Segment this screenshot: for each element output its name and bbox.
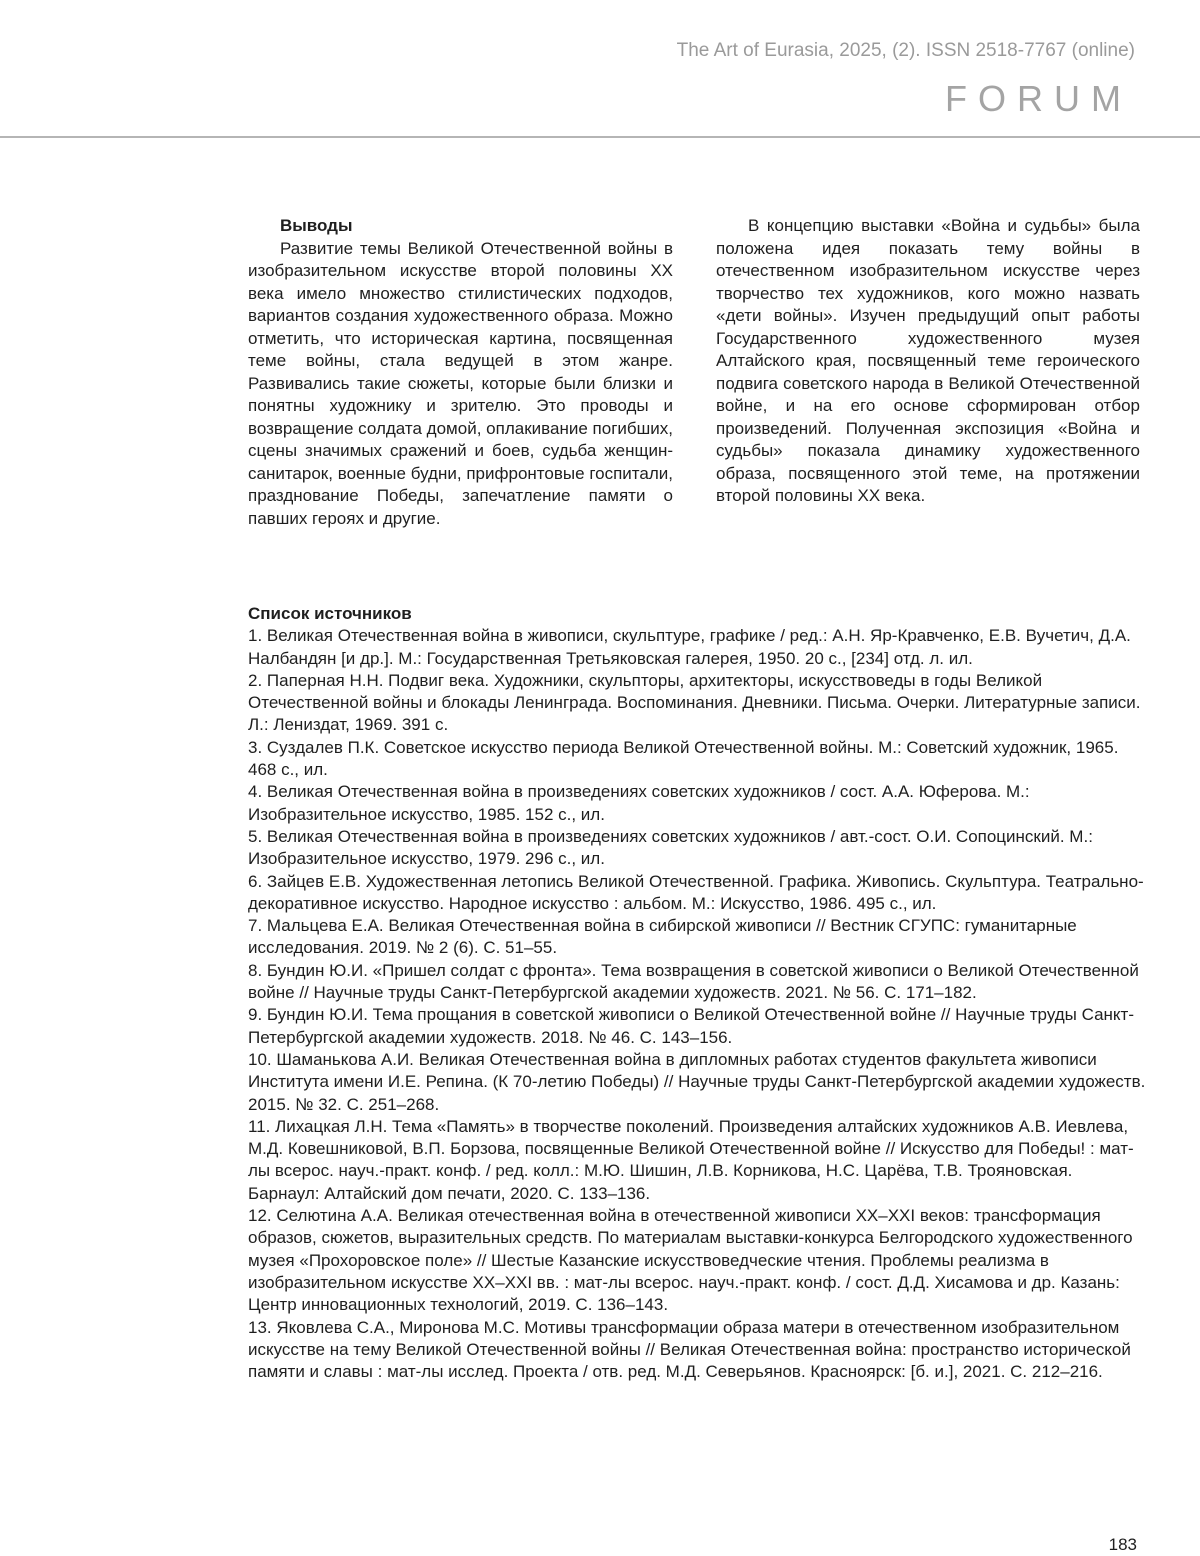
reference-item: 1. Великая Отечественная война в живописи, скульптуре, графике / ред.: А.Н. Яр-Кравченко, Е.В. Вучетич, Д.А. Налбандян [и др.]. М.: Государственная Третьяковская галерея, 1950. 20 с., [234] отд. л. ил. xyxy=(248,626,1131,668)
conclusions-heading: Выводы xyxy=(280,216,353,235)
journal-citation: The Art of Eurasia, 2025, (2). ISSN 2518-7767 (online) xyxy=(676,40,1135,61)
header-divider xyxy=(0,136,1200,138)
references-section xyxy=(248,603,1148,1383)
section-title: FORUM xyxy=(945,78,1132,119)
conclusions-left-column xyxy=(248,215,673,530)
reference-item: 6. Зайцев Е.В. Художественная летопись Великой Отечественной. Графика. Живопись. Скульптура. Театрально-декоративное искусство. Народное искусство : альбом. М.: Искусство, 1986. 495 с., ил. xyxy=(248,871,1144,913)
reference-item: 2. Паперная Н.Н. Подвиг века. Художники, скульпторы, архитекторы, искусствоведы в годы Великой Отечественной войны и блокады Ленинграда. Воспоминания. Дневники. Письма. Очерки. Литературные записи. Л.: Лениздат, 1969. 391 с. xyxy=(248,670,1141,735)
reference-item: 8. Бундин Ю.И. «Пришел солдат с фронта». Тема возвращения в советской живописи о Великой Отечественной войне // Научные труды Санкт-Петербургской академии художеств. 2021. № 56. С. 171–182. xyxy=(248,960,1139,1003)
reference-item: 7. Мальцева Е.А. Великая Отечественная война в сибирской живописи // Вестник СГУПС: гуманитарные исследования. 2019. № 2 (6). С. 51–55. xyxy=(248,916,1077,958)
conclusions-right-paragraph: В концепцию выставки «Война и судьбы» была положена идея показать тему войны в отечественном изобразительном искусстве через творчество тех художников, кого можно назвать «дети войны». Изучен предыдущий опыт работы Государственного художественного музея Алтайского края, посвященный теме героического подвига советского народа в Великой Отечественной войне, и на его основе сформирован отбор произведений. Полученная экспозиция «Война и судьбы» показала динамику художественного образа, посвященного этой теме, на протяжении второй половины XX века. xyxy=(716,216,1140,505)
reference-item: 13. Яковлева С.А., Миронова М.С. Мотивы трансформации образа матери в отечественном изобразительном искусстве на тему Великой Отечественной войны // Великая Отечественная война: пространство исторической памяти и славы : мат-лы исслед. Проекта / отв. ред. М.Д. Северьянов. Красноярск: [б. и.], 2021. С. 212–216. xyxy=(248,1317,1131,1382)
reference-list xyxy=(248,625,1148,1383)
reference-item: 9. Бундин Ю.И. Тема прощания в советской живописи о Великой Отечественной войне // Научные труды Санкт-Петербургской академии художеств. 2018. № 46. С. 143–156. xyxy=(248,1005,1135,1047)
reference-item: 3. Суздалев П.К. Советское искусство периода Великой Отечественной войны. М.: Советский художник, 1965. 468 с., ил. xyxy=(248,737,1119,780)
page-number: 183 xyxy=(1108,1535,1137,1554)
reference-item: 4. Великая Отечественная война в произведениях советских художников / сост. А.А. Юферова. М.: Изобразительное искусство, 1985. 152 с., ил. xyxy=(248,782,1030,824)
conclusions-right-column xyxy=(716,215,1140,508)
reference-item: 11. Лихацкая Л.Н. Тема «Память» в творчестве поколений. Произведения алтайских художников А.В. Иевлева, М.Д. Ковешниковой, В.П. Борзова, посвященные Великой Отечественной войне // Искусство для Победы! : мат-лы всерос. науч.-практ. конф. / ред. колл.: М.Ю. Шишин, Л.В. Корникова, Н.С. Царёва, Т.В. Трояновская. Барнаул: Алтайский дом печати, 2020. С. 133–136. xyxy=(248,1116,1134,1203)
reference-item: 5. Великая Отечественная война в произведениях советских художников / авт.-сост. О.И. Сопоцинский. М.: Изобразительное искусство, 1979. 296 с., ил. xyxy=(248,826,1093,869)
reference-item: 12. Селютина А.А. Великая отечественная война в отечественной живописи XX–XXI веков: трансформация образов, сюжетов, выразительных средств. По материалам выставки-конкурса Белгородского художественного музея «Прохоровское поле» // Шестые Казанские искусствоведческие чтения. Проблемы реализма в изобразительном искусстве XX–XXI вв. : мат-лы всерос. науч.-практ. конф. / сост. Д.Д. Хисамова и др. Казань: Центр инновационных технологий, 2019. С. 136–143. xyxy=(248,1206,1133,1315)
reference-item: 10. Шаманькова А.И. Великая Отечественная война в дипломных работах студентов факультета живописи Института имени И.Е. Репина. (К 70-летию Победы) // Научные труды Санкт-Петербургской академии художеств. 2015. № 32. С. 251–268. xyxy=(248,1049,1146,1114)
conclusions-left-paragraph: Развитие темы Великой Отечественной войны в изобразительном искусстве второй половины XX века имело множество стилистических подходов, вариантов создания художественного образа. Можно отметить, что историческая картина, посвященная теме войны, стала ведущей в этом жанре. Развивались такие сюжеты, которые были близки и понятны художнику и зрителю. Это проводы и возвращение солдата домой, оплакивание погибших, сцены значимых сражений и боев, судьба женщин-санитарок, военные будни, прифронтовые госпитали, празднование Победы, запечатление памяти о павших героях и другие. xyxy=(248,238,673,528)
references-title: Список источников xyxy=(248,604,412,623)
